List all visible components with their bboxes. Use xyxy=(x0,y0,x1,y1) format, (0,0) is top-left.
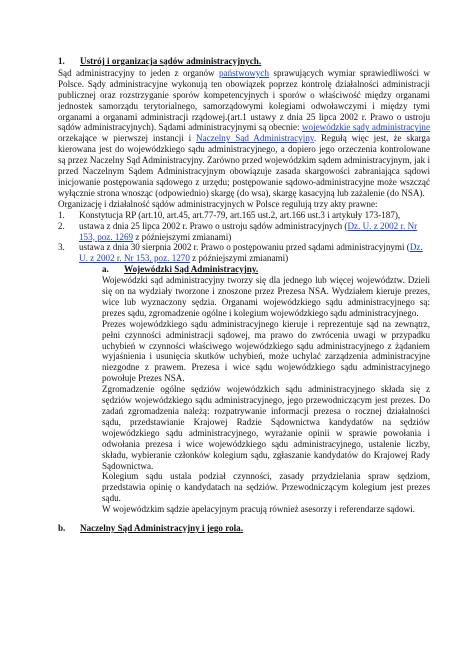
section-number: 1. xyxy=(58,56,65,66)
intro-paragraph xyxy=(58,68,430,199)
subsection-letter: b. xyxy=(58,523,66,534)
list-item-act-1 xyxy=(58,210,430,221)
subsection-paragraph: Wojewódzki sąd administracyjny tworzy się dla jednego lub więcej województw. Dzieli się on na wydziały tworzone i znoszone przez Prezesa NSA. Wydziałem kieruje prezes, wice lub wyznaczony sędzia. Organami wojewódzkiego sądu administracyjnego są: prezes sądu, zgromadzenie ogólne i kolegium wojewódzkiego sądu administracyjnego. xyxy=(102,275,430,318)
list-number: 2. xyxy=(58,220,65,231)
text-run: . Regułą więc jest, że skarga kierowana jest do wojewódzkiego sądu administracyjnego, a dopiero jego orzeczenia kontrolowane są przez Naczelny Sąd Administracyjny. Zarówno przed wojewódzkim sądem administracyjnym, jak i przed Naczelnym Sądem Administracyjnym obowiązuje zasada skargowości zabraniająca sądowi inicjowanie postępowania sądowego z urzędu; postępowanie sądowo-administracyjne może wszcząć wyłącznie strona wnosząc (odpowiednio) skargę (do wsa), skargę kasacyjną lub zażalenie (do NSA). xyxy=(58,133,430,198)
text-run: Sąd administracyjny to jeden z organów xyxy=(58,67,219,78)
text-run: ustawa z dnia 30 sierpnia 2002 r. Prawo o postępowaniu przed sądami administracyjnymi ( xyxy=(79,242,410,253)
link-wojewodzkie-sady[interactable]: wojewódzkie sądy administracyjne xyxy=(301,122,431,133)
text-run: ustawa z dnia 25 lipca 2002 r. Prawo o ustroju sądów administracyjnych ( xyxy=(79,220,348,231)
section-title: Ustrój i organizacja sądów administracyjnych. xyxy=(80,56,262,66)
subsection-paragraph: Zgromadzenie ogólne sędziów wojewódzkich sądu administracyjnego składa się z sędziów wojewódzkiego sądu administracyjnego, jego przewodniczącym jest prezes. Do zadań zgromadzenia należą: rozpatrywanie informacji prezesa o rocznej działalności sądu, przedstawianie Krajowej Radzie Sądownictwa kandydatów na sędziów wojewódzkiego sądu administracyjnego, wyrażanie opinii w sprawie powołania i odwołania prezesa i wice wojewódzkiego sądu administracyjnego, ustalenie liczby, składu, wybieranie członków kolegium sądu, zgłaszanie kandydatów do Krajowej Rady Sądownictwa. xyxy=(102,384,430,471)
text-run: Konstytucja RP (art.10, art.45, art.77-79, art.165 ust.2, art.166 ust.3 i artykuły 173-187), xyxy=(79,209,401,220)
text-run: z późniejszymi zmianami) xyxy=(189,253,289,264)
subsection-paragraph: W wojewódzkim sądzie apelacyjnym pracują również asesorzy i referendarze sądowi. xyxy=(102,504,415,515)
subsection-paragraph: Prezes wojewódzkiego sądu administracyjnego kieruje i reprezentuje sąd na zewnątrz, pełni czynności administracji sądowej, ma prawo do zwrócenia uwagi w przypadku uchybień w czynności właściwego wojewódzkiego sądu administracyjnego z żądaniem wyjaśnienia i usunięcia skutków uchybień, może uchylać zarządzenia administracyjne niezgodne z prawem. Prezesa i wice sądu wojewódzkiego sądu administracyjnego powołuje Prezes NSA. xyxy=(102,318,430,384)
link-nsa[interactable]: Naczelny Sąd Administracyjny xyxy=(196,133,314,144)
list-number: 3. xyxy=(58,242,65,253)
subsection-a-heading xyxy=(102,264,430,275)
subsection-letter: a. xyxy=(102,264,109,275)
list-item-act-2 xyxy=(58,221,430,243)
link-dz-u-1269[interactable]: Dz. U. z 2002 r. Nr 153, poz. 1269 xyxy=(79,220,418,242)
subsection-title: Wojewódzki Sąd Administracyjny. xyxy=(124,264,259,275)
subsection-a-body xyxy=(102,275,430,515)
list-text xyxy=(79,210,430,221)
list-number: 1. xyxy=(58,209,65,220)
subsection-paragraph: Kolegium sądu ustala podział czynności, zasady przydzielania spraw sędziom, przedstawia opinię o kandydatach na sędziów. Przewodniczącym kolegium jest prezes sądu. xyxy=(102,471,430,504)
text-run: sprawujących wymiar sprawiedliwości w Polsce. Sądy administracyjne wykonują ten obowiązek poprzez kontrolę działalności administracji publicznej oraz rozstrzyganie sporów kompetencyjnych i sporów o właściwość między organami jednostek samorządu terytorialnego, samorządowymi kolegiami odwoławczymi i między tymi organami a organami administracji rządowej.(art.1 ustawy z dnia 25 lipca 2002 r. Prawo o ustroju sądów administracyjnych). Sądami administracyjnymi są obecnie: xyxy=(58,67,430,133)
section-heading xyxy=(58,56,430,67)
subsection-title: Naczelny Sąd Administracyjny i jego rola. xyxy=(80,523,244,534)
list-text xyxy=(79,242,430,264)
list-text xyxy=(79,221,430,243)
acts-intro: Organizację i działalność sądów administracyjnych w Polsce regulują trzy akty prawne: xyxy=(58,198,378,209)
link-panstwowych[interactable]: państwowych xyxy=(219,67,270,78)
text-run: orzekające w pierwszej instancji i xyxy=(58,133,197,144)
list-item-act-3 xyxy=(58,242,430,264)
subsection-b-heading xyxy=(58,523,430,534)
text-run: z późniejszymi zmianami) xyxy=(133,231,232,242)
link-dz-u-1270[interactable]: Dz. U. z 2002 r. Nr 153, poz. 1270 xyxy=(79,242,423,264)
